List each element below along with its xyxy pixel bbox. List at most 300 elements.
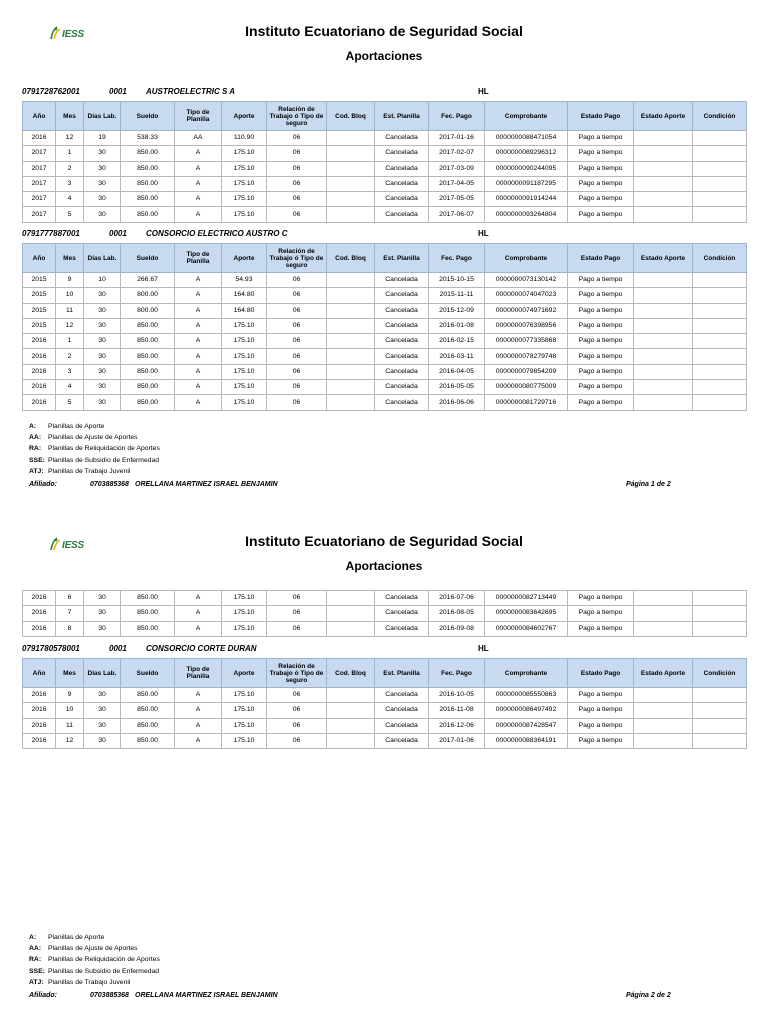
cell-contribution: 175.10	[222, 334, 267, 349]
column-header-voucher: Comprobante	[485, 244, 568, 273]
legend-code: A:	[29, 423, 37, 430]
cell-cod-bloq	[327, 176, 375, 191]
cell-planilla-type: A	[175, 395, 222, 410]
affiliate-name: ORELLANA MARTINEZ ISRAEL BENJAMIN	[135, 992, 278, 999]
column-header-month: Mes	[56, 244, 84, 273]
cell-salary: 850.00	[121, 688, 175, 703]
table-row	[23, 621, 747, 636]
column-header-contribution-status: Estado Aporte	[634, 244, 693, 273]
cell-salary: 266.67	[121, 273, 175, 288]
cell-cod-bloq	[327, 733, 375, 748]
column-header-year: Año	[23, 659, 56, 688]
cell-condition	[693, 146, 747, 161]
cell-payment-date: 2016-02-15	[429, 334, 485, 349]
cell-relation: 06	[267, 161, 327, 176]
cell-est-planilla: Cancelada	[375, 591, 429, 606]
column-header-relation: Relación de Trabajo ó Tipo de seguro	[267, 659, 327, 688]
cell-relation: 06	[267, 176, 327, 191]
cell-year: 2016	[23, 131, 56, 146]
cell-payment-date: 2016-01-08	[429, 318, 485, 333]
cell-payment-date: 2017-05-05	[429, 192, 485, 207]
cell-days: 30	[84, 718, 121, 733]
cell-contribution-status	[634, 349, 693, 364]
cell-condition	[693, 688, 747, 703]
table-row	[23, 303, 747, 318]
column-header-est-planilla: Est. Planilla	[375, 659, 429, 688]
legend-text: Planillas de Aporte	[48, 934, 105, 941]
cell-contribution-status	[634, 606, 693, 621]
cell-payment-status: Pago a tiempo	[568, 688, 634, 703]
cell-planilla-type: A	[175, 591, 222, 606]
cell-year: 2016	[23, 380, 56, 395]
legend-code: RA:	[29, 956, 42, 964]
cell-voucher: 0000000083642695	[485, 606, 568, 621]
cell-cod-bloq	[327, 591, 375, 606]
cell-days: 30	[84, 591, 121, 606]
column-header-est-planilla: Est. Planilla	[375, 244, 429, 273]
legend	[29, 932, 160, 988]
cell-planilla-type: A	[175, 146, 222, 161]
table-row	[23, 192, 747, 207]
cell-payment-status: Pago a tiempo	[568, 303, 634, 318]
cell-relation: 06	[267, 591, 327, 606]
cell-est-planilla: Cancelada	[375, 334, 429, 349]
cell-payment-status: Pago a tiempo	[568, 207, 634, 222]
cell-voucher: 0000000076398956	[485, 318, 568, 333]
cell-relation: 06	[267, 606, 327, 621]
cell-payment-status: Pago a tiempo	[568, 606, 634, 621]
table-header-row	[23, 659, 747, 688]
column-header-days: Días Lab.	[84, 244, 121, 273]
employer-branch: 0001	[109, 229, 127, 238]
cell-voucher: 0000000091914244	[485, 192, 568, 207]
cell-voucher: 0000000088364191	[485, 733, 568, 748]
cell-year: 2016	[23, 606, 56, 621]
cell-contribution: 175.10	[222, 207, 267, 222]
cell-contribution: 175.10	[222, 688, 267, 703]
cell-month: 8	[56, 621, 84, 636]
legend-item	[29, 943, 160, 954]
cell-payment-date: 2017-01-06	[429, 733, 485, 748]
cell-salary: 850.00	[121, 364, 175, 379]
column-header-cod-bloq: Cod. Bloq	[327, 102, 375, 131]
legend-code: ATJ:	[29, 978, 44, 986]
cell-month: 1	[56, 146, 84, 161]
legend-code: AA:	[29, 434, 42, 442]
cell-year: 2015	[23, 288, 56, 303]
legend-item	[29, 421, 160, 432]
cell-contribution-status	[634, 718, 693, 733]
cell-salary: 850.00	[121, 161, 175, 176]
cell-cod-bloq	[327, 380, 375, 395]
cell-payment-status: Pago a tiempo	[568, 146, 634, 161]
employer-header	[22, 229, 746, 241]
cell-year: 2016	[23, 591, 56, 606]
column-header-voucher: Comprobante	[485, 102, 568, 131]
cell-est-planilla: Cancelada	[375, 349, 429, 364]
column-header-contribution: Aporte	[222, 659, 267, 688]
page-number: Página 2 de 2	[626, 992, 671, 999]
employer-branch: 0001	[109, 87, 127, 96]
cell-days: 30	[84, 621, 121, 636]
cell-est-planilla: Cancelada	[375, 303, 429, 318]
employer-hl: HL	[478, 229, 489, 238]
cell-payment-date: 2017-02-07	[429, 146, 485, 161]
cell-days: 30	[84, 176, 121, 191]
cell-voucher: 0000000077335868	[485, 334, 568, 349]
cell-payment-date: 2016-05-05	[429, 380, 485, 395]
table-row	[23, 131, 747, 146]
legend-item	[29, 966, 160, 977]
cell-payment-date: 2016-10-05	[429, 688, 485, 703]
table-row	[23, 591, 747, 606]
cell-est-planilla: Cancelada	[375, 703, 429, 718]
employer-name: CONSORCIO ELECTRICO AUSTRO C	[146, 229, 288, 238]
column-header-cod-bloq: Cod. Bloq	[327, 659, 375, 688]
cell-month: 7	[56, 606, 84, 621]
table-row	[23, 161, 747, 176]
table-row	[23, 146, 747, 161]
cell-voucher: 0000000088471054	[485, 131, 568, 146]
cell-contribution: 175.10	[222, 349, 267, 364]
cell-planilla-type: A	[175, 703, 222, 718]
cell-contribution: 175.10	[222, 192, 267, 207]
cell-salary: 850.00	[121, 718, 175, 733]
column-header-condition: Condición	[693, 659, 747, 688]
cell-payment-status: Pago a tiempo	[568, 334, 634, 349]
cell-days: 30	[84, 364, 121, 379]
cell-year: 2016	[23, 621, 56, 636]
cell-contribution: 175.10	[222, 606, 267, 621]
cell-relation: 06	[267, 718, 327, 733]
affiliate-name: ORELLANA MARTINEZ ISRAEL BENJAMIN	[135, 481, 278, 488]
iess-logo-text: IESS	[62, 29, 84, 40]
cell-voucher: 0000000084602767	[485, 621, 568, 636]
legend-code: RA:	[29, 445, 42, 453]
cell-relation: 06	[267, 303, 327, 318]
cell-cod-bloq	[327, 606, 375, 621]
cell-voucher: 0000000087428547	[485, 718, 568, 733]
cell-condition	[693, 718, 747, 733]
legend-text: Planillas de Subsidio de Enfermedad	[48, 967, 160, 975]
cell-cod-bloq	[327, 334, 375, 349]
cell-contribution: 54.93	[222, 273, 267, 288]
column-header-contribution-status: Estado Aporte	[634, 102, 693, 131]
legend	[29, 421, 160, 477]
cell-planilla-type: A	[175, 303, 222, 318]
legend-item	[29, 977, 160, 988]
cell-salary: 850.00	[121, 318, 175, 333]
cell-contribution-status	[634, 591, 693, 606]
cell-est-planilla: Cancelada	[375, 131, 429, 146]
cell-payment-status: Pago a tiempo	[568, 703, 634, 718]
cell-payment-date: 2016-03-11	[429, 349, 485, 364]
column-header-condition: Condición	[693, 244, 747, 273]
cell-est-planilla: Cancelada	[375, 176, 429, 191]
cell-cod-bloq	[327, 349, 375, 364]
cell-payment-date: 2016-04-05	[429, 364, 485, 379]
cell-voucher: 0000000090244095	[485, 161, 568, 176]
cell-salary: 850.00	[121, 349, 175, 364]
cell-year: 2015	[23, 318, 56, 333]
cell-payment-date: 2015-12-09	[429, 303, 485, 318]
cell-payment-status: Pago a tiempo	[568, 380, 634, 395]
cell-contribution-status	[634, 318, 693, 333]
cell-payment-status: Pago a tiempo	[568, 733, 634, 748]
cell-month: 3	[56, 176, 84, 191]
cell-month: 2	[56, 161, 84, 176]
cell-contribution-status	[634, 192, 693, 207]
employer-hl: HL	[478, 87, 489, 96]
cell-contribution: 164.80	[222, 303, 267, 318]
cell-cod-bloq	[327, 207, 375, 222]
column-header-contribution-status: Estado Aporte	[634, 659, 693, 688]
footer	[29, 992, 741, 1004]
page-title: Instituto Ecuatoriano de Seguridad Social	[245, 23, 523, 39]
cell-days: 30	[84, 192, 121, 207]
cell-est-planilla: Cancelada	[375, 192, 429, 207]
employer-header	[22, 87, 746, 99]
cell-planilla-type: A	[175, 192, 222, 207]
cell-contribution-status	[634, 703, 693, 718]
cell-days: 10	[84, 273, 121, 288]
cell-month: 1	[56, 334, 84, 349]
cell-month: 5	[56, 395, 84, 410]
cell-planilla-type: A	[175, 176, 222, 191]
page-title: Instituto Ecuatoriano de Seguridad Social	[245, 533, 523, 549]
cell-days: 30	[84, 733, 121, 748]
cell-condition	[693, 334, 747, 349]
cell-days: 30	[84, 703, 121, 718]
cell-est-planilla: Cancelada	[375, 207, 429, 222]
cell-payment-status: Pago a tiempo	[568, 591, 634, 606]
table-row	[23, 380, 747, 395]
cell-planilla-type: AA	[175, 131, 222, 146]
cell-cod-bloq	[327, 621, 375, 636]
cell-cod-bloq	[327, 718, 375, 733]
cell-cod-bloq	[327, 703, 375, 718]
cell-condition	[693, 364, 747, 379]
cell-contribution: 175.10	[222, 591, 267, 606]
cell-voucher: 0000000086497492	[485, 703, 568, 718]
employer-hl: HL	[478, 644, 489, 653]
footer	[29, 481, 741, 493]
cell-payment-status: Pago a tiempo	[568, 395, 634, 410]
table-row	[23, 718, 747, 733]
cell-contribution-status	[634, 364, 693, 379]
cell-planilla-type: A	[175, 288, 222, 303]
affiliate-id: 0703885368	[90, 481, 129, 488]
cell-month: 4	[56, 380, 84, 395]
cell-year: 2017	[23, 207, 56, 222]
cell-planilla-type: A	[175, 318, 222, 333]
cell-est-planilla: Cancelada	[375, 161, 429, 176]
cell-cod-bloq	[327, 688, 375, 703]
cell-payment-status: Pago a tiempo	[568, 349, 634, 364]
cell-contribution-status	[634, 161, 693, 176]
cell-salary: 850.00	[121, 334, 175, 349]
cell-month: 4	[56, 192, 84, 207]
employer-branch: 0001	[109, 644, 127, 653]
affiliate-label: Afiliado:	[29, 481, 57, 488]
table-header-row	[23, 244, 747, 273]
cell-days: 30	[84, 318, 121, 333]
table-row	[23, 733, 747, 748]
cell-salary: 850.00	[121, 621, 175, 636]
cell-month: 12	[56, 318, 84, 333]
cell-relation: 06	[267, 318, 327, 333]
cell-condition	[693, 318, 747, 333]
cell-planilla-type: A	[175, 688, 222, 703]
table-row	[23, 364, 747, 379]
cell-payment-status: Pago a tiempo	[568, 364, 634, 379]
cell-salary: 850.00	[121, 733, 175, 748]
column-header-relation: Relación de Trabajo ó Tipo de seguro	[267, 244, 327, 273]
cell-condition	[693, 273, 747, 288]
cell-est-planilla: Cancelada	[375, 288, 429, 303]
legend-text: Planillas de Reliquidación de Aportes	[48, 956, 160, 964]
cell-payment-date: 2016-12-06	[429, 718, 485, 733]
cell-salary: 850.00	[121, 395, 175, 410]
cell-contribution: 175.10	[222, 718, 267, 733]
cell-days: 30	[84, 334, 121, 349]
cell-contribution-status	[634, 688, 693, 703]
contributions-table-continued	[22, 590, 747, 637]
cell-payment-status: Pago a tiempo	[568, 273, 634, 288]
cell-payment-status: Pago a tiempo	[568, 718, 634, 733]
cell-payment-date: 2017-06-07	[429, 207, 485, 222]
cell-year: 2016	[23, 718, 56, 733]
cell-planilla-type: A	[175, 161, 222, 176]
cell-planilla-type: A	[175, 606, 222, 621]
cell-condition	[693, 192, 747, 207]
column-header-relation: Relación de Trabajo ó Tipo de seguro	[267, 102, 327, 131]
cell-cod-bloq	[327, 161, 375, 176]
cell-condition	[693, 207, 747, 222]
contributions-table	[22, 658, 747, 749]
cell-salary: 850.00	[121, 176, 175, 191]
column-header-payment-date: Fec. Pago	[429, 244, 485, 273]
affiliate-id: 0703885368	[90, 992, 129, 999]
table-row	[23, 273, 747, 288]
cell-contribution-status	[634, 207, 693, 222]
cell-year: 2016	[23, 334, 56, 349]
cell-contribution: 175.10	[222, 318, 267, 333]
cell-voucher: 0000000091187295	[485, 176, 568, 191]
table-header-row	[23, 102, 747, 131]
cell-planilla-type: A	[175, 380, 222, 395]
cell-month: 10	[56, 288, 84, 303]
cell-month: 6	[56, 591, 84, 606]
cell-cod-bloq	[327, 303, 375, 318]
cell-planilla-type: A	[175, 207, 222, 222]
legend-code: ATJ:	[29, 467, 44, 475]
cell-salary: 800.00	[121, 303, 175, 318]
cell-condition	[693, 606, 747, 621]
cell-days: 30	[84, 395, 121, 410]
cell-est-planilla: Cancelada	[375, 273, 429, 288]
cell-relation: 06	[267, 146, 327, 161]
cell-days: 30	[84, 606, 121, 621]
cell-contribution-status	[634, 621, 693, 636]
cell-voucher: 0000000080775009	[485, 380, 568, 395]
cell-est-planilla: Cancelada	[375, 380, 429, 395]
legend-text: Planillas de Subsidio de Enfermedad	[48, 456, 160, 464]
cell-voucher: 0000000093264804	[485, 207, 568, 222]
legend-text: Planillas de Ajuste de Aportes	[48, 945, 138, 953]
cell-payment-date: 2016-07-06	[429, 591, 485, 606]
cell-contribution: 175.10	[222, 395, 267, 410]
cell-salary: 850.00	[121, 146, 175, 161]
cell-payment-status: Pago a tiempo	[568, 318, 634, 333]
cell-year: 2016	[23, 364, 56, 379]
cell-contribution: 175.10	[222, 146, 267, 161]
cell-contribution-status	[634, 176, 693, 191]
cell-contribution: 175.10	[222, 733, 267, 748]
column-header-cod-bloq: Cod. Bloq	[327, 244, 375, 273]
column-header-payment-status: Estado Pago	[568, 102, 634, 131]
column-header-month: Mes	[56, 102, 84, 131]
cell-month: 9	[56, 273, 84, 288]
legend-item	[29, 443, 160, 454]
cell-est-planilla: Cancelada	[375, 621, 429, 636]
cell-condition	[693, 288, 747, 303]
cell-payment-date: 2017-03-09	[429, 161, 485, 176]
cell-voucher: 0000000082713449	[485, 591, 568, 606]
cell-voucher: 0000000085550863	[485, 688, 568, 703]
cell-contribution-status	[634, 131, 693, 146]
column-header-salary: Sueldo	[121, 659, 175, 688]
cell-salary: 850.00	[121, 207, 175, 222]
cell-planilla-type: A	[175, 733, 222, 748]
cell-month: 10	[56, 703, 84, 718]
column-header-planilla-type: Tipo de Planilla	[175, 659, 222, 688]
legend-code: SSE:	[29, 967, 45, 975]
cell-planilla-type: A	[175, 621, 222, 636]
cell-month: 12	[56, 733, 84, 748]
column-header-payment-date: Fec. Pago	[429, 102, 485, 131]
cell-salary: 800.00	[121, 288, 175, 303]
cell-voucher: 0000000074047023	[485, 288, 568, 303]
cell-year: 2015	[23, 273, 56, 288]
table-row	[23, 207, 747, 222]
employer-ruc: 0791780578001	[22, 644, 80, 653]
cell-payment-status: Pago a tiempo	[568, 131, 634, 146]
cell-payment-date: 2016-09-08	[429, 621, 485, 636]
table-row	[23, 349, 747, 364]
page-subtitle: Aportaciones	[345, 559, 423, 573]
contributions-table	[22, 243, 747, 411]
cell-days: 30	[84, 288, 121, 303]
cell-cod-bloq	[327, 192, 375, 207]
cell-month: 11	[56, 303, 84, 318]
cell-condition	[693, 703, 747, 718]
cell-est-planilla: Cancelada	[375, 146, 429, 161]
cell-voucher: 0000000081729716	[485, 395, 568, 410]
cell-contribution-status	[634, 395, 693, 410]
cell-est-planilla: Cancelada	[375, 718, 429, 733]
column-header-payment-status: Estado Pago	[568, 659, 634, 688]
cell-month: 11	[56, 718, 84, 733]
legend-item	[29, 432, 160, 443]
cell-voucher: 0000000079854209	[485, 364, 568, 379]
cell-planilla-type: A	[175, 334, 222, 349]
cell-planilla-type: A	[175, 364, 222, 379]
cell-est-planilla: Cancelada	[375, 395, 429, 410]
cell-est-planilla: Cancelada	[375, 733, 429, 748]
cell-cod-bloq	[327, 146, 375, 161]
cell-planilla-type: A	[175, 273, 222, 288]
